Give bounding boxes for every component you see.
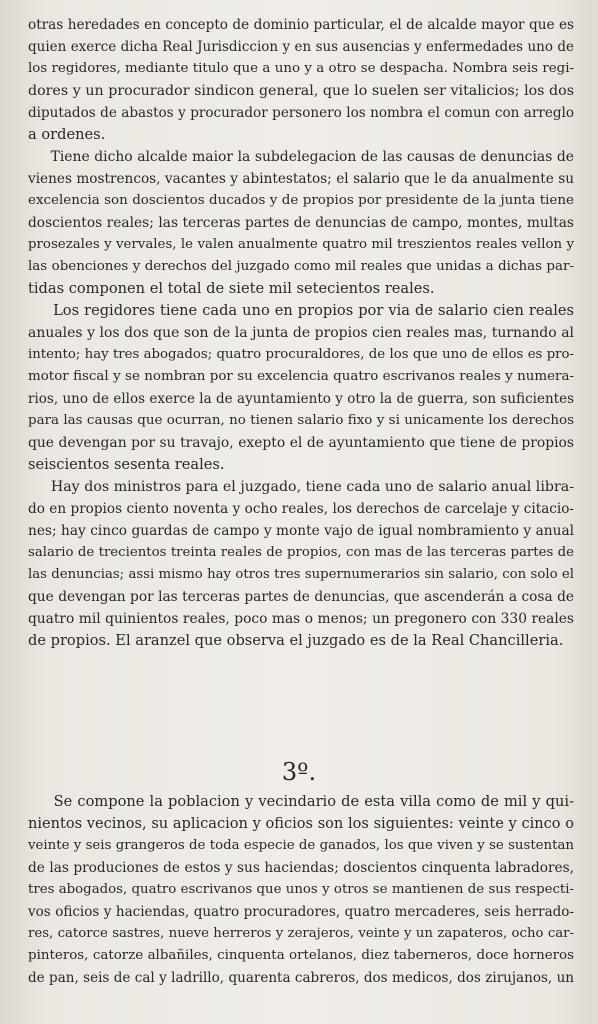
paragraph bbox=[28, 146, 574, 300]
text-line: vienes mostrencos, vacantes y abintestatos; el salario que le da anualmente su bbox=[28, 171, 574, 187]
text-line: de las produciones de estos y sus haciendas; doscientos cinquenta labradores, bbox=[28, 860, 574, 876]
text-line: tres abogados, quatro escrivanos que unos y otros se mantienen de sus respecti- bbox=[28, 882, 574, 897]
text-line: Hay dos ministros para el juzgado, tiene cada uno de salario anual libra- bbox=[28, 479, 574, 495]
text-line: doscientos reales; las terceras partes de denuncias de campo, montes, multas bbox=[28, 215, 574, 231]
text-line: tidas componen el total de siete mil setecientos reales. bbox=[28, 280, 435, 297]
text-line: de pan, seis de cal y ladrillo, quarenta cabreros, dos medicos, dos zirujanos, un bbox=[28, 970, 574, 986]
text-line: anuales y los dos que son de la junta de propios cien reales mas, turnando al bbox=[28, 325, 574, 341]
paragraph bbox=[28, 300, 574, 476]
text-line: que devengan por las terceras partes de denuncias, que ascenderán a cosa de bbox=[28, 589, 574, 605]
body-text-top bbox=[28, 14, 574, 652]
text-line: diputados de abastos y procurador personero los nombra el comun con arreglo bbox=[28, 105, 574, 121]
text-line: res, catorce sastres, nueve herreros y zerajeros, veinte y un zapateros, ocho car- bbox=[28, 926, 574, 941]
text-line: Se compone la poblacion y vecindario de esta villa como de mil y qui- bbox=[28, 793, 574, 810]
text-line: que devengan por su travajo, exepto el de ayuntamiento que tiene de propios bbox=[28, 435, 574, 451]
text-line: las denuncias; assi mismo hay otros tres supernumerarios sin salario, con solo el bbox=[28, 567, 574, 582]
text-line: seiscientos sesenta reales. bbox=[28, 456, 225, 473]
text-line: quien exerce dicha Real Jurisdiccion y en sus ausencias y enfermedades uno de bbox=[28, 39, 574, 55]
section-heading: 3º. bbox=[281, 758, 317, 786]
paragraph bbox=[28, 476, 574, 652]
text-line: otras heredades en concepto de dominio particular, el de alcalde mayor que es bbox=[28, 17, 574, 33]
text-line: las obenciones y derechos del juzgado como mil reales que unidas a dichas par- bbox=[28, 259, 574, 274]
text-line: de propios. El aranzel que observa el juzgado es de la Real Chancilleria. bbox=[28, 632, 564, 649]
text-line: dores y un procurador sindicon general, que lo suelen ser vitalicios; los dos bbox=[28, 83, 574, 99]
text-line: excelencia son doscientos ducados y de propios por presidente de la junta tiene bbox=[28, 193, 574, 208]
text-line: do en propios ciento noventa y ocho reales, los derechos de carcelaje y citacio- bbox=[28, 501, 574, 517]
paragraph bbox=[28, 791, 574, 989]
text-line: para las causas que ocurran, no tienen salario fixo y si unicamente los derechos bbox=[28, 413, 574, 428]
text-line: veinte y seis grangeros de toda especie de ganados, los que viven y se sustentan bbox=[28, 838, 574, 853]
text-line: rios, uno de ellos exerce la de ayuntamiento y otro la de guerra, son suficientes bbox=[28, 391, 574, 407]
paragraph bbox=[28, 14, 574, 146]
text-line: vos oficios y haciendas, quatro procuradores, quatro mercaderes, seis herrado- bbox=[28, 904, 574, 920]
text-line: quatro mil quinientos reales, poco mas o menos; un pregonero con 330 reales bbox=[28, 611, 574, 627]
text-line: Tiene dicho alcalde maior la subdelegacion de las causas de denuncias de bbox=[28, 149, 574, 165]
text-line: salario de trecientos treinta reales de propios, con mas de las terceras partes de bbox=[28, 545, 574, 560]
text-line: nientos vecinos, su aplicacion y oficios son los siguientes: veinte y cinco o bbox=[28, 815, 574, 832]
text-line: nes; hay cinco guardas de campo y monte vajo de igual nombramiento y anual bbox=[28, 523, 574, 539]
text-line: motor fiscal y se nombran por su excelencia quatro escrivanos reales y numera- bbox=[28, 369, 574, 384]
text-line: prosezales y vervales, le valen anualmente quatro mil treszientos reales vellon y bbox=[28, 237, 574, 252]
body-text-bottom bbox=[28, 791, 574, 989]
text-line: Los regidores tiene cada uno en propios por via de salario cien reales bbox=[28, 302, 574, 319]
text-line: intento; hay tres abogados; quatro procuraldores, de los que uno de ellos es pro- bbox=[28, 347, 574, 362]
text-line: los regidores, mediante titulo que a uno y a otro se despacha. Nombra seis regi- bbox=[28, 61, 574, 76]
text-line: pinteros, catorze albañiles, cinquenta ortelanos, diez taberneros, doce horneros bbox=[28, 948, 574, 963]
text-line: a ordenes. bbox=[28, 126, 106, 143]
